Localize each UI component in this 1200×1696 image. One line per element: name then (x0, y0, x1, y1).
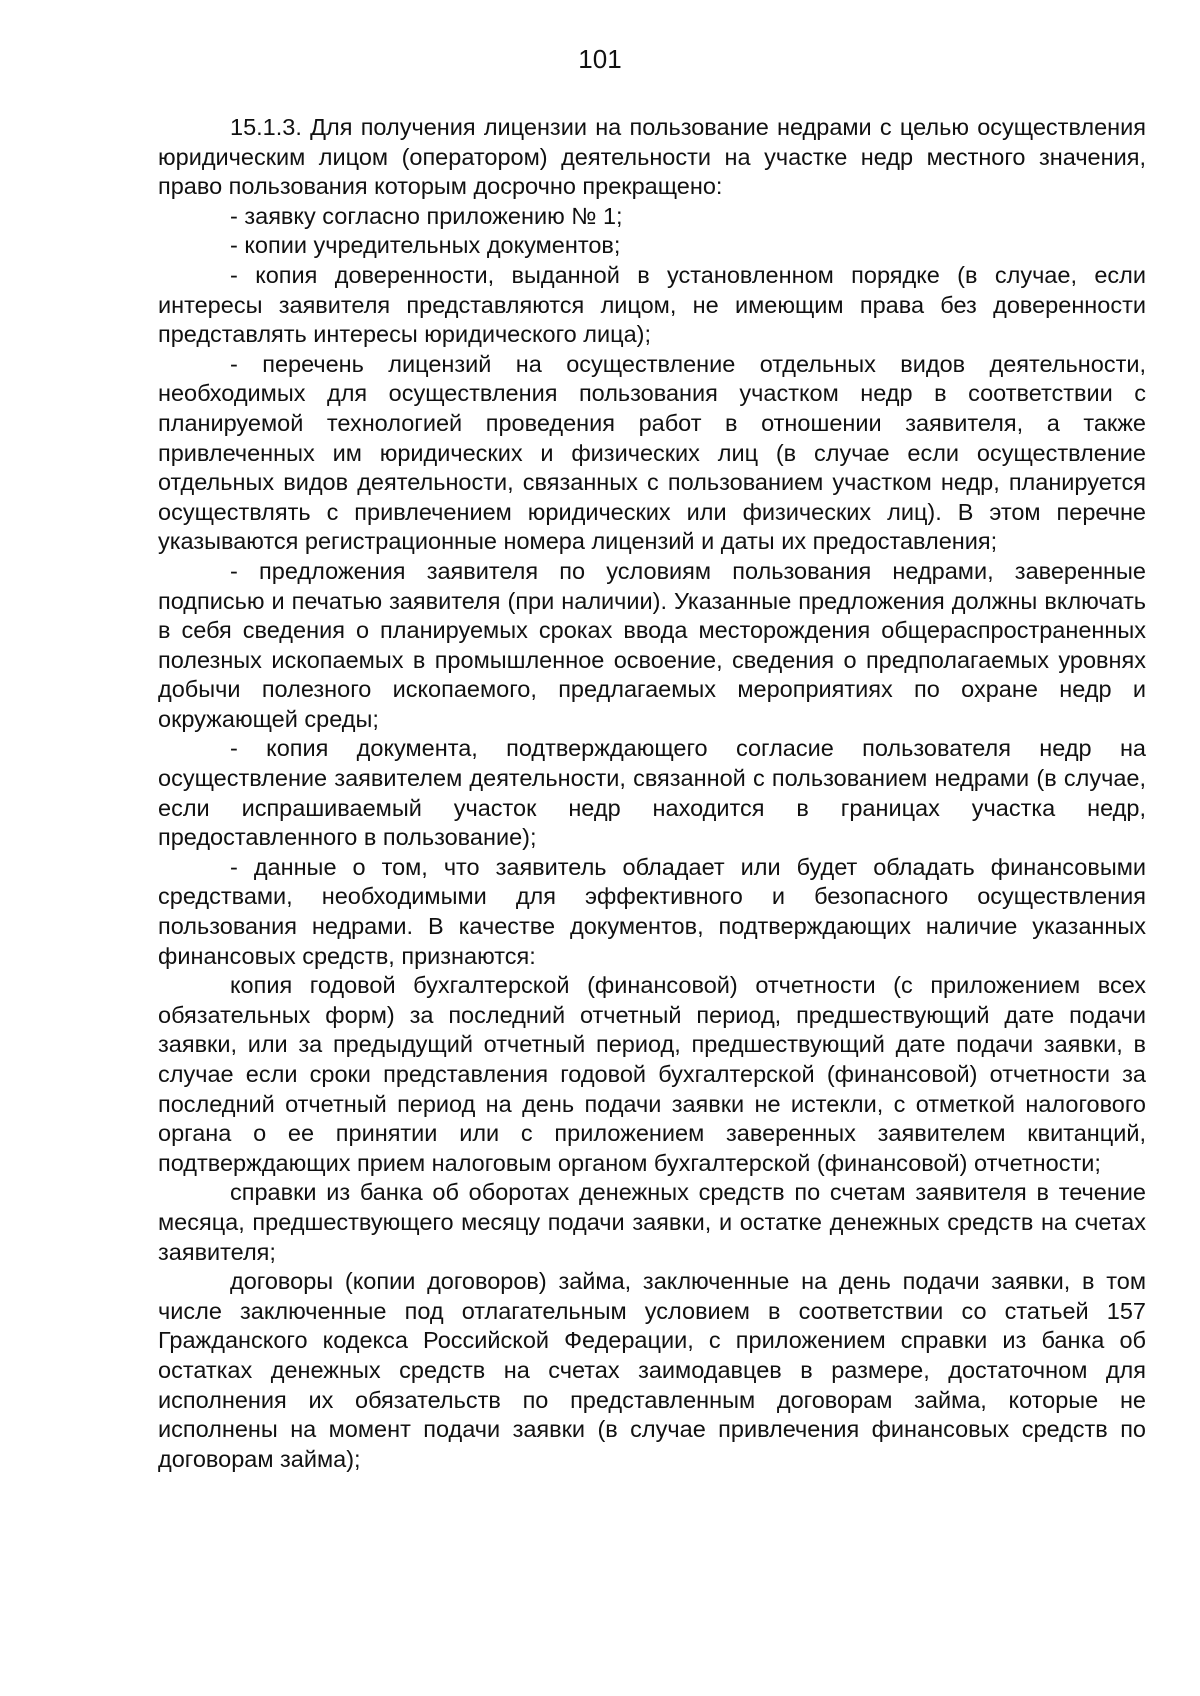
list-item-consent-copy: - копия документа, подтверждающего согласие пользователя недр на осуществление заявителем деятельности, связанной с пользованием недрами (в случае, если испрашиваемый участок недр находится в границах участка недр, предоставленного в пользование); (158, 735, 1146, 851)
paragraph-15-1-3-intro: 15.1.3. Для получения лицензии на пользование недрами с целью осуществления юридическим лицом (оператором) деятельности на участке недр местного значения, право пользования которым досрочно прекращено: (158, 114, 1146, 200)
list-item-power-of-attorney: - копия доверенности, выданной в установленном порядке (в случае, если интересы заявителя представляются лицом, не имеющим права без доверенности представлять интересы юридического лица); (158, 261, 1146, 348)
page-number: 101 (578, 44, 622, 74)
list-item-financial-means: - данные о том, что заявитель обладает или будет обладать финансовыми средствами, необходимыми для эффективного и безопасного осуществления пользования недрами. В качестве документов, подтверждающих наличие указанных финансовых средств, признаются: (158, 853, 1146, 969)
list-item-licenses-list: - перечень лицензий на осуществление отдельных видов деятельности, необходимых для осуществления пользования участком недр в соответствии с планируемой технологией проведения работ в отношении заявителя, а также привлеченных им юридических и физических лиц (в случае если осуществление отдельных видов деятельности, связанных с пользованием участком недр, планируется осуществлять с привлечением юридических или физических лиц). В этом перечне указываются регистрационные номера лицензий и даты их предоставления; (158, 350, 1146, 555)
list-item-application: - заявку согласно приложению № 1; (230, 202, 623, 229)
financial-doc-bank-statements: справки из банка об оборотах денежных средств по счетам заявителя в течение месяца, предшествующего месяцу подачи заявки, и остатке денежных средств на счетах заявителя; (158, 1179, 1146, 1265)
financial-doc-loan-agreements: договоры (копии договоров) займа, заключенные на день подачи заявки, в том числе заключенные под отлагательным условием в соответствии со статьей 157 Гражданского кодекса Российской Федерации, с приложением справки из банка об остатках денежных средств на счетах заимодавцев в размере, достаточном для исполнения их обязательств по представленным договорам займа, которые не исполнены на момент подачи заявки (в случае привлечения финансовых средств по договорам займа); (158, 1268, 1146, 1472)
list-item-founding-documents: - копии учредительных документов; (230, 232, 621, 259)
document-body (158, 113, 1146, 1474)
list-item-proposals: - предложения заявителя по условиям пользования недрами, заверенные подписью и печатью заявителя (при наличии). Указанные предложения должны включать в себя сведения о планируемых сроках ввода месторождения общераспространенных полезных ископаемых в промышленное освоение, сведения о предполагаемых уровнях добычи полезного ископаемого, предлагаемых мероприятиях по охране недр и окружающей среды; (158, 557, 1146, 732)
financial-doc-annual-report: копия годовой бухгалтерской (финансовой) отчетности (с приложением всех обязательных форм) за последний отчетный период, предшествующий дате подачи заявки, или за предыдущий отчетный период, предшествующий дате подачи заявки, в случае если сроки представления годовой бухгалтерской (финансовой) отчетности за последний отчетный период на день подачи заявки не истекли, с отметкой налогового органа о ее принятии или с приложением заверенных заявителем квитанций, подтверждающих прием налоговым органом бухгалтерской (финансовой) отчетности; (158, 972, 1146, 1176)
